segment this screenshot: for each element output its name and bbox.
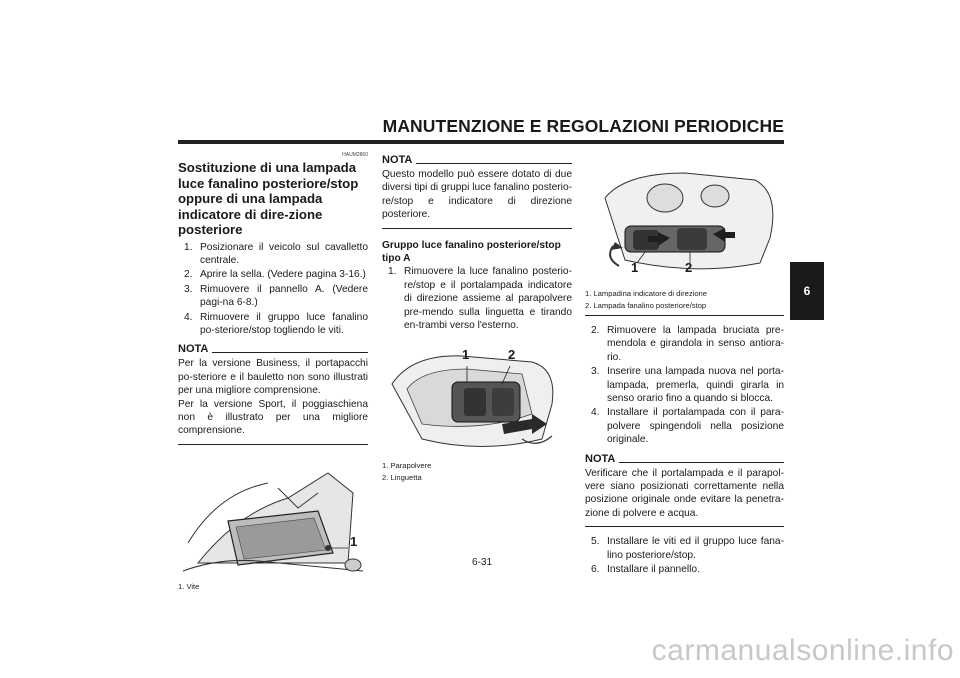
step-item: 2. Rimuovere la lampada bruciata pre-mendola e girandola in senso antiora-rio. bbox=[591, 325, 784, 363]
divider bbox=[585, 315, 784, 316]
callout-1: 1 bbox=[631, 260, 639, 275]
step-item: 3. Inserire una lampada nuova nel porta-lampada, premerla, quindi girarla in senso orario fino a quando si blocca. bbox=[591, 366, 784, 405]
watermark-text[interactable]: carmanualsonline.info bbox=[651, 634, 954, 667]
note-text: Verificare che il portalampada e il parapol-vere siano posizionati correttamente nella posizione originale onde evitare la penetra-zione di polvere e acqua. bbox=[585, 467, 784, 519]
note-text: Per la versione Sport, il poggiaschiena non è illustrato per una migliore comprensione. bbox=[178, 398, 368, 437]
figure-caption: 2. Linguetta bbox=[382, 473, 422, 483]
column-right bbox=[585, 152, 784, 578]
step-item: 5. Installare le viti ed il gruppo luce fana-lino posteriore/stop. bbox=[591, 536, 784, 561]
step-item: 1. Rimuovere la luce fanalino posterio-re/stop e il portalampada indicatore di direzione assieme al parapolvere pre-mendo sulla linguetta e tirando en-trambi verso l'esterno. bbox=[388, 266, 572, 332]
column-middle bbox=[382, 152, 572, 484]
steps-list bbox=[382, 265, 572, 332]
note-box bbox=[382, 154, 572, 229]
section-code: HAUM2860 bbox=[342, 152, 368, 158]
header-rule bbox=[178, 140, 784, 144]
column-left bbox=[178, 152, 368, 593]
step-item: 2. Aprire la sella. (Vedere pagina 3-16.) bbox=[184, 269, 366, 281]
figure-caption: 1. Vite bbox=[178, 581, 200, 591]
steps-list bbox=[585, 324, 784, 447]
note-text: Per la versione Business, il portapacchi po-steriore e il bauletto non sono illustrati per una migliore comprensione. bbox=[178, 358, 368, 397]
chapter-tab[interactable]: 6 bbox=[790, 262, 824, 320]
callout-2: 2 bbox=[508, 347, 516, 363]
callout-1: 1 bbox=[462, 347, 470, 363]
note-box bbox=[585, 453, 784, 528]
callout-2: 2 bbox=[685, 260, 693, 275]
callout-1: 1 bbox=[350, 533, 358, 549]
note-text: Questo modello può essere dotato di due diversi tipi di gruppi luce fanalino posterio-re/stop e indicatore di direzione posteriore. bbox=[382, 169, 572, 221]
figure-bulbs bbox=[585, 168, 784, 276]
subheading: Gruppo luce fanalino posteriore/stop tipo A bbox=[382, 239, 561, 265]
tail-light-panel-illustration bbox=[178, 453, 368, 581]
note-label: NOTA bbox=[178, 343, 209, 356]
figure-caption: 1. Parapolvere bbox=[382, 461, 432, 471]
steps-list bbox=[178, 241, 368, 338]
figure-caption: 1. Lampadina indicatore di direzione bbox=[585, 289, 708, 298]
step-item: 6. Installare il pannello. bbox=[591, 564, 700, 576]
figure-dust-cover bbox=[382, 344, 572, 456]
step-item: 4. Rimuovere il gruppo luce fanalino po-steriore/stop togliendo le viti. bbox=[184, 311, 368, 336]
note-label: NOTA bbox=[382, 154, 413, 166]
page-number: 6-31 bbox=[471, 557, 492, 568]
page-header-title: MANUTENZIONE E REGOLAZIONI PERIODICHE bbox=[382, 116, 784, 136]
steps-list bbox=[585, 535, 784, 576]
section-title: Sostituzione di una lampada luce fanalino posteriore/stop oppure di una lampada indicatore di dire-zione posteriore bbox=[178, 160, 359, 237]
step-item: 1. Posizionare il veicolo sul cavalletto centrale. bbox=[184, 241, 368, 266]
bulb-holder-illustration bbox=[382, 344, 572, 456]
figure-screw bbox=[178, 453, 368, 581]
note-box bbox=[178, 343, 368, 444]
step-item: 3. Rimuovere il pannello A. (Vedere pagi-na 6-8.) bbox=[184, 283, 368, 309]
figure-caption: 2. Lampada fanalino posteriore/stop bbox=[585, 301, 707, 310]
step-item: 4. Installare il portalampada con il para-polvere spingendoli nella posizione originale. bbox=[591, 407, 784, 446]
note-label: NOTA bbox=[585, 452, 616, 465]
